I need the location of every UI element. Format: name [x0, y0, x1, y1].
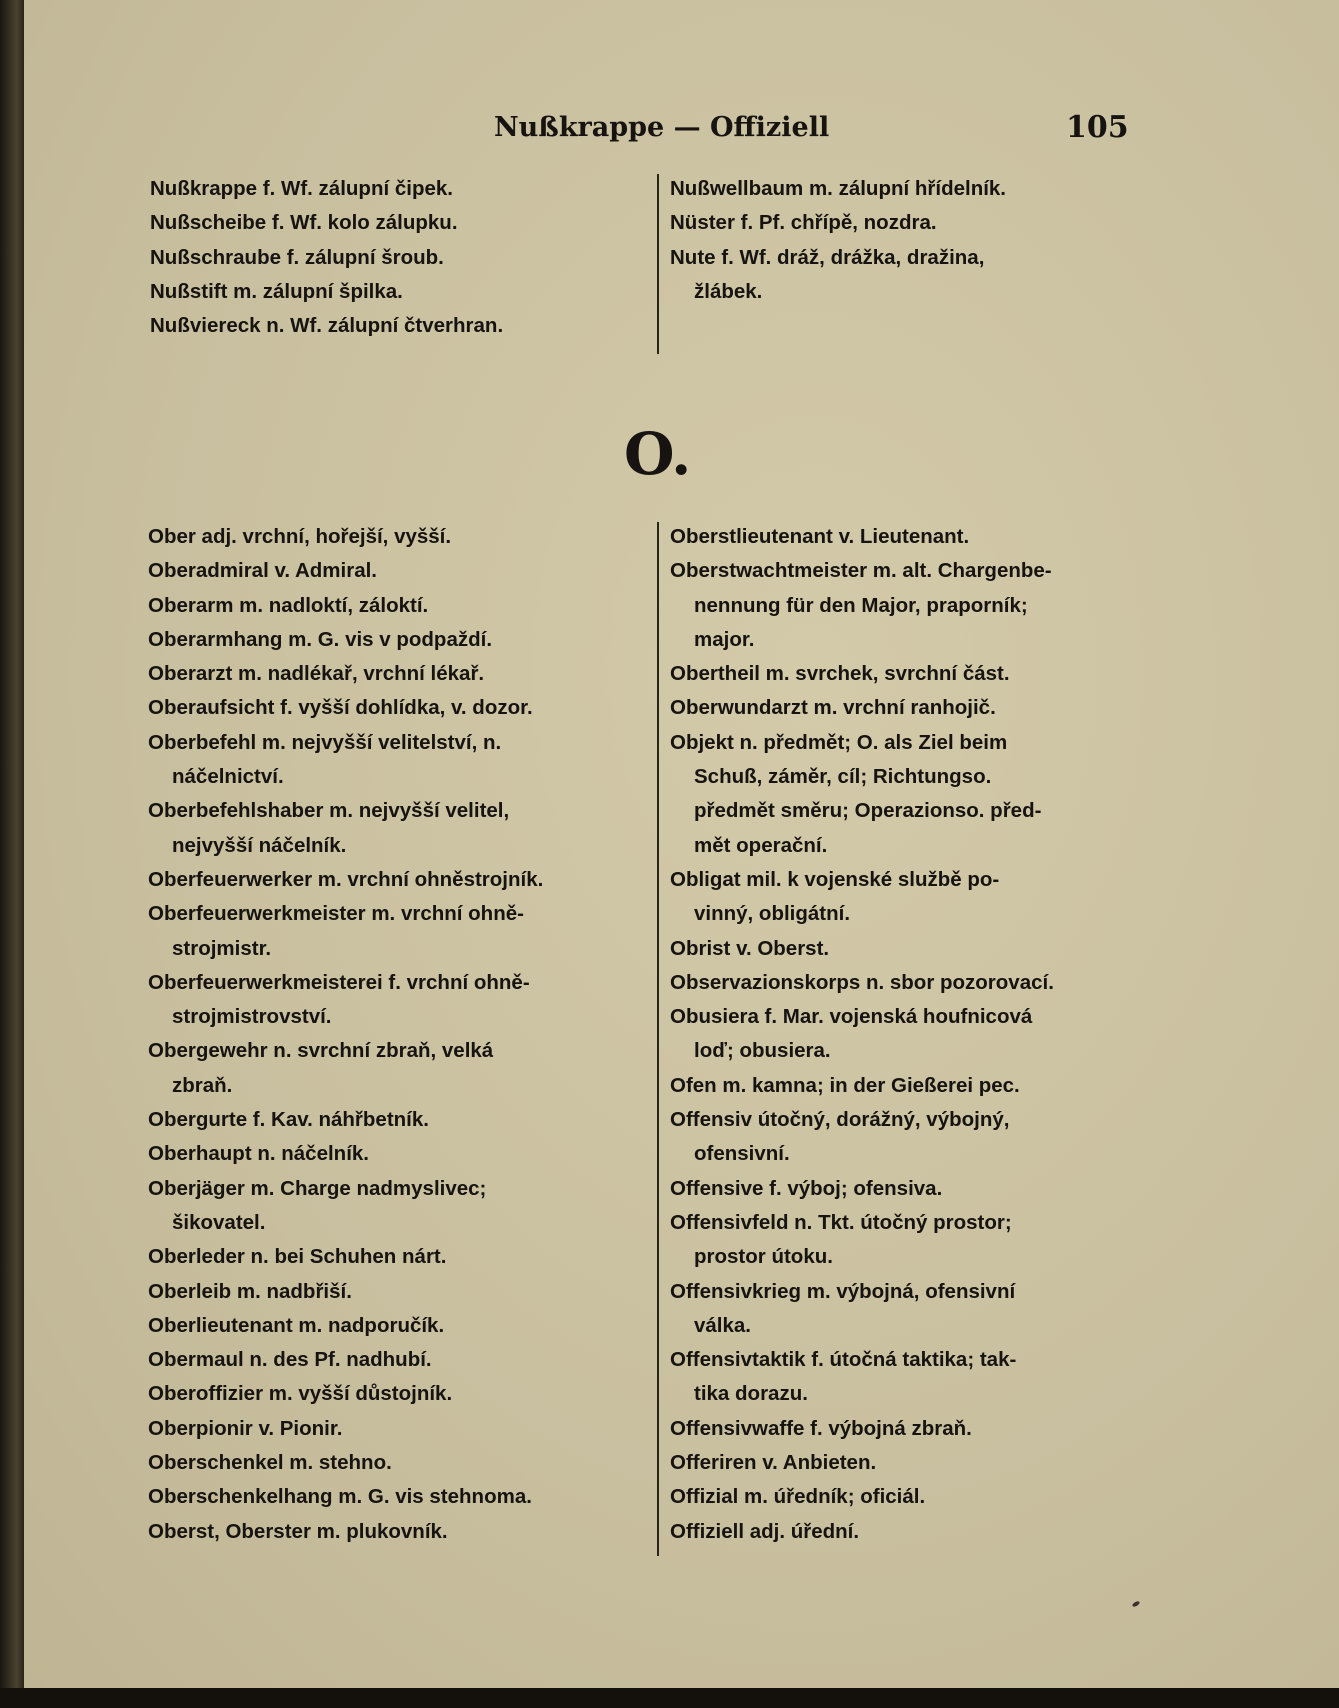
page-number: 105 [1066, 110, 1129, 145]
dictionary-entry-continuation: nejvyšší náčelník. [172, 833, 347, 857]
dictionary-entry-continuation: předmět směru; Operazionso. před- [694, 799, 1042, 823]
top-right-column [670, 172, 1140, 309]
running-head: Nußkrappe — Offiziell [494, 112, 830, 143]
dictionary-entry-continuation: strojmistrovství. [172, 1005, 332, 1029]
dictionary-entry: Obusiera f. Mar. vojenská houfnicová [670, 1005, 1033, 1029]
book-spine [0, 0, 24, 1708]
dictionary-entry: Oberleder n. bei Schuhen nárt. [148, 1245, 447, 1269]
dictionary-entry: Oberfeuerwerker m. vrchní ohněstrojník. [148, 867, 544, 891]
left-column [148, 520, 648, 1549]
dictionary-entry: Offensivtaktik f. útočná taktika; tak- [670, 1348, 1017, 1372]
dictionary-entry-continuation: šikovatel. [172, 1210, 266, 1234]
dictionary-entry: Oberst, Oberster m. plukovník. [148, 1519, 448, 1543]
dictionary-entry: Oberoffizier m. vyšší důstojník. [148, 1382, 453, 1406]
dictionary-entry: Offensivfeld n. Tkt. útočný prostor; [670, 1210, 1012, 1234]
dictionary-entry: Offizial m. úředník; oficiál. [670, 1485, 926, 1509]
dictionary-entry: Ofen m. kamna; in der Gießerei pec. [670, 1073, 1020, 1097]
dictionary-entry: Oberarzt m. nadlékař, vrchní lékař. [148, 662, 485, 686]
dictionary-entry: Offensive f. výboj; ofensiva. [670, 1176, 943, 1200]
dictionary-entry: Oberschenkelhang m. G. vis stehnoma. [148, 1485, 532, 1509]
dictionary-entry: Nüster f. Pf. chřípě, nozdra. [670, 211, 937, 235]
dictionary-entry: Offensivkrieg m. výbojná, ofensivní [670, 1279, 1016, 1303]
dictionary-entry: Obergurte f. Kav. náhřbetník. [148, 1108, 429, 1132]
dictionary-entry: Oberfeuerwerkmeisterei f. vrchní ohně- [148, 970, 530, 994]
dictionary-entry: Oberstlieutenant v. Lieutenant. [670, 525, 970, 548]
dictionary-entry: Obligat mil. k vojenské službě po- [670, 867, 1000, 891]
dictionary-entry: Oberbefehl m. nejvyšší velitelství, n. [148, 730, 502, 754]
dictionary-entry: Oberarm m. nadloktí, záloktí. [148, 593, 429, 617]
dictionary-entry: Nußviereck n. Wf. zálupní čtverhran. [150, 314, 504, 338]
dictionary-entry: Oberleib m. nadbřiší. [148, 1279, 352, 1303]
dictionary-entry: Obermaul n. des Pf. nadhubí. [148, 1348, 432, 1372]
dictionary-entry-continuation: Schuß, záměr, cíl; Richtungso. [694, 765, 992, 789]
dictionary-entry: Offeriren v. Anbieten. [670, 1451, 877, 1475]
dictionary-entry-continuation: major. [694, 627, 755, 651]
top-left-column [150, 172, 650, 343]
dictionary-entry: Oberadmiral v. Admiral. [148, 559, 377, 583]
dictionary-entry: Oberlieutenant m. nadporučík. [148, 1313, 445, 1337]
dictionary-entry: Obrist v. Oberst. [670, 936, 830, 960]
dictionary-entry: Offensivwaffe f. výbojná zbraň. [670, 1416, 972, 1440]
main-column-divider [657, 522, 659, 1556]
dictionary-entry: Oberfeuerwerkmeister m. vrchní ohně- [148, 902, 524, 926]
dictionary-page [24, 0, 1339, 1688]
dictionary-entry-continuation: zbraň. [172, 1073, 233, 1097]
ink-speck [1132, 1600, 1141, 1607]
dictionary-entry-continuation: válka. [694, 1313, 751, 1337]
dictionary-entry: Nußscheibe f. Wf. kolo zálupku. [150, 211, 458, 235]
page-bottom-edge [0, 1688, 1339, 1708]
dictionary-entry: Nute f. Wf. dráž, drážka, dražina, [670, 245, 985, 269]
dictionary-entry: Nußwellbaum m. zálupní hřídelník. [670, 177, 1007, 200]
dictionary-entry: Offensiv útočný, dorážný, výbojný, [670, 1108, 1010, 1132]
dictionary-entry: Nußschraube f. zálupní šroub. [150, 245, 444, 269]
dictionary-entry-continuation: náčelnictví. [172, 765, 284, 789]
dictionary-entry: Obertheil m. svrchek, svrchní část. [670, 662, 1010, 686]
dictionary-entry-continuation: loď; obusiera. [694, 1039, 831, 1063]
top-column-divider [657, 174, 659, 354]
dictionary-entry: Observazionskorps n. sbor pozorovací. [670, 970, 1054, 994]
dictionary-entry: Nußstift m. zálupní špilka. [150, 279, 403, 303]
dictionary-entry-continuation: nennung für den Major, praporník; [694, 593, 1028, 617]
dictionary-entry: Oberbefehlshaber m. nejvyšší velitel, [148, 799, 510, 823]
dictionary-entry-continuation: ofensivní. [694, 1142, 790, 1166]
dictionary-entry: Ober adj. vrchní, hořejší, vyšší. [148, 525, 452, 548]
dictionary-entry: Oberhaupt n. náčelník. [148, 1142, 369, 1166]
dictionary-entry: Oberwundarzt m. vrchní ranhojič. [670, 696, 996, 720]
dictionary-entry: Offiziell adj. úřední. [670, 1519, 860, 1543]
dictionary-entry-continuation: vinný, obligátní. [694, 902, 851, 926]
dictionary-entry: Oberpionir v. Pionir. [148, 1416, 343, 1440]
right-column [670, 520, 1140, 1549]
dictionary-entry: Obergewehr n. svrchní zbraň, velká [148, 1039, 494, 1063]
section-letter-heading: O. [624, 420, 692, 488]
dictionary-entry: Oberaufsicht f. vyšší dohlídka, v. dozor. [148, 696, 533, 720]
dictionary-entry-continuation: tika dorazu. [694, 1382, 808, 1406]
dictionary-entry: Oberarmhang m. G. vis v podpaždí. [148, 627, 493, 651]
dictionary-entry-continuation: strojmistr. [172, 936, 272, 960]
dictionary-entry: Nußkrappe f. Wf. zálupní čipek. [150, 177, 453, 200]
dictionary-entry-continuation: prostor útoku. [694, 1245, 833, 1269]
dictionary-entry: Oberschenkel m. stehno. [148, 1451, 392, 1475]
dictionary-entry: Oberstwachtmeister m. alt. Chargenbe- [670, 559, 1052, 583]
dictionary-entry: Oberjäger m. Charge nadmyslivec; [148, 1176, 487, 1200]
dictionary-entry: Objekt n. předmět; O. als Ziel beim [670, 730, 1008, 754]
dictionary-entry-continuation: žlábek. [694, 279, 763, 303]
dictionary-entry-continuation: mět operační. [694, 833, 828, 857]
